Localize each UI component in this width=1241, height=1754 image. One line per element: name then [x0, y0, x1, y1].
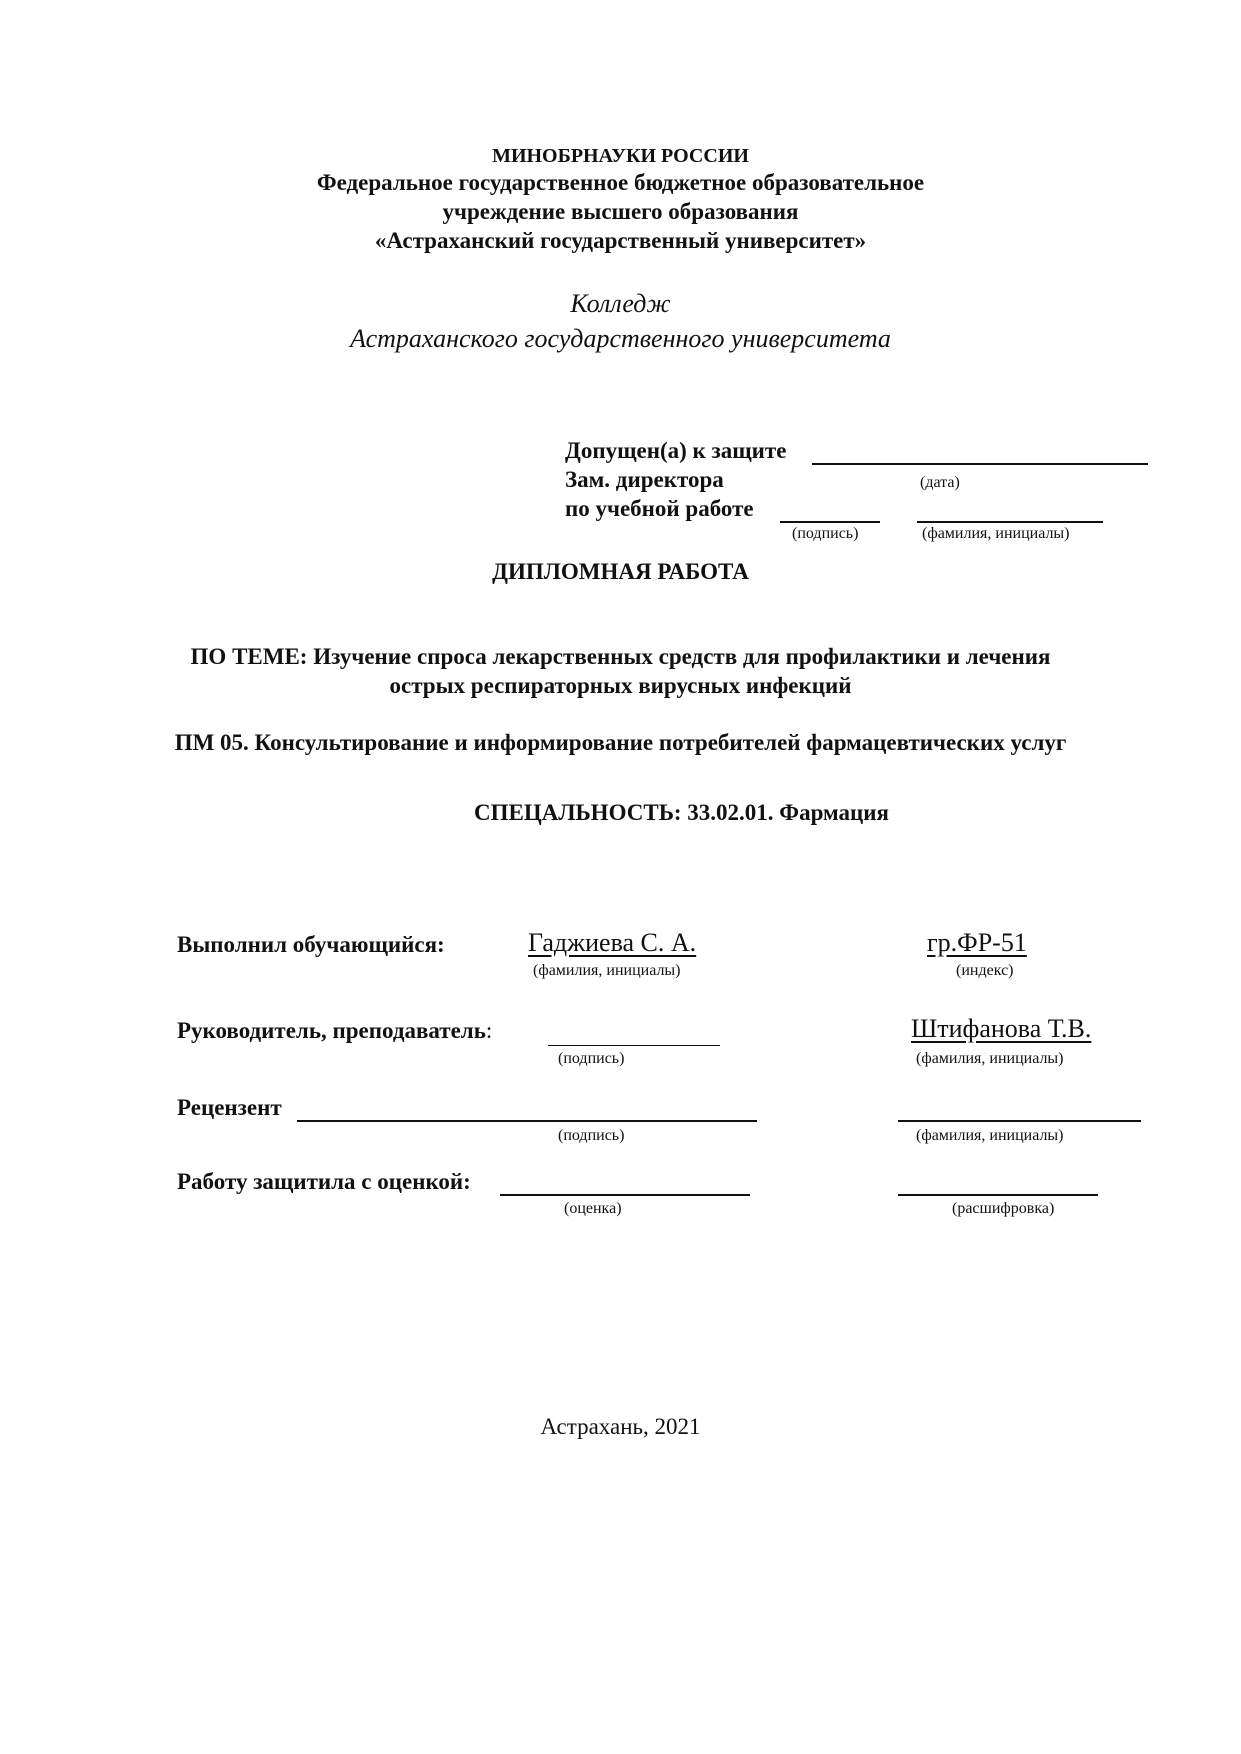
supervisor-label: Руководитель, преподаватель — [177, 1018, 486, 1043]
supervisor-signature-caption: (подпись) — [558, 1050, 625, 1067]
student-name: Гаджиева С. А. — [528, 928, 697, 957]
reviewer-signature-caption: (подпись) — [558, 1127, 625, 1144]
supervisor-colon: : — [485, 1018, 493, 1043]
topic-line-2: острых респираторных вирусных инфекций — [389, 673, 852, 698]
admitted-label: Допущен(а) к защите — [565, 438, 787, 463]
institution-line-1: Федеральное государственное бюджетное образовательное — [316, 170, 925, 195]
supervisor-name-caption: (фамилия, инициалы) — [916, 1050, 1064, 1067]
ministry-heading: МИНОБРНАУКИ РОССИИ — [492, 145, 749, 167]
college-line-2: Астраханского государственного университета — [350, 324, 891, 353]
reviewer-signature-line — [297, 1120, 757, 1122]
name-line — [917, 521, 1103, 523]
signature-line — [780, 521, 880, 523]
decode-line — [898, 1194, 1098, 1196]
supervisor-signature-line — [548, 1045, 720, 1046]
reviewer-label: Рецензент — [177, 1095, 282, 1120]
reviewer-name-line — [898, 1120, 1141, 1122]
reviewer-name-caption: (фамилия, инициалы) — [916, 1127, 1064, 1144]
signature-caption: (подпись) — [792, 525, 859, 542]
institution-line-2: учреждение высшего образования — [442, 199, 799, 224]
document-type: ДИПЛОМНАЯ РАБОТА — [492, 559, 749, 584]
grade-label: Работу защитила с оценкой: — [177, 1169, 471, 1194]
institution-line-3: «Астраханский государственный университет» — [374, 228, 867, 253]
grade-caption: (оценка) — [564, 1200, 622, 1217]
decode-caption: (расшифровка) — [952, 1200, 1055, 1217]
group-caption: (индекс) — [956, 962, 1014, 979]
academic-label: по учебной работе — [565, 496, 754, 521]
supervisor-name: Штифанова Т.В. — [911, 1014, 1092, 1043]
date-line — [812, 463, 1148, 465]
specialty: СПЕЦАЛЬНОСТЬ: 33.02.01. Фармация — [474, 800, 889, 825]
topic-line-1: ПО ТЕМЕ: Изучение спроса лекарственных средств для профилактики и лечения — [190, 644, 1051, 669]
deputy-label: Зам. директора — [565, 467, 724, 492]
grade-line — [500, 1194, 750, 1196]
student-label: Выполнил обучающийся: — [177, 932, 445, 957]
city-year: Астрахань, 2021 — [540, 1414, 701, 1439]
module-title: ПМ 05. Консультирование и информирование потребителей фармацевтических услуг — [174, 730, 1067, 755]
student-name-caption: (фамилия, инициалы) — [533, 962, 681, 979]
college-line-1: Колледж — [570, 289, 671, 318]
date-caption: (дата) — [920, 474, 960, 491]
name-caption: (фамилия, инициалы) — [922, 525, 1070, 542]
group-index: гр.ФР-51 — [927, 928, 1027, 957]
